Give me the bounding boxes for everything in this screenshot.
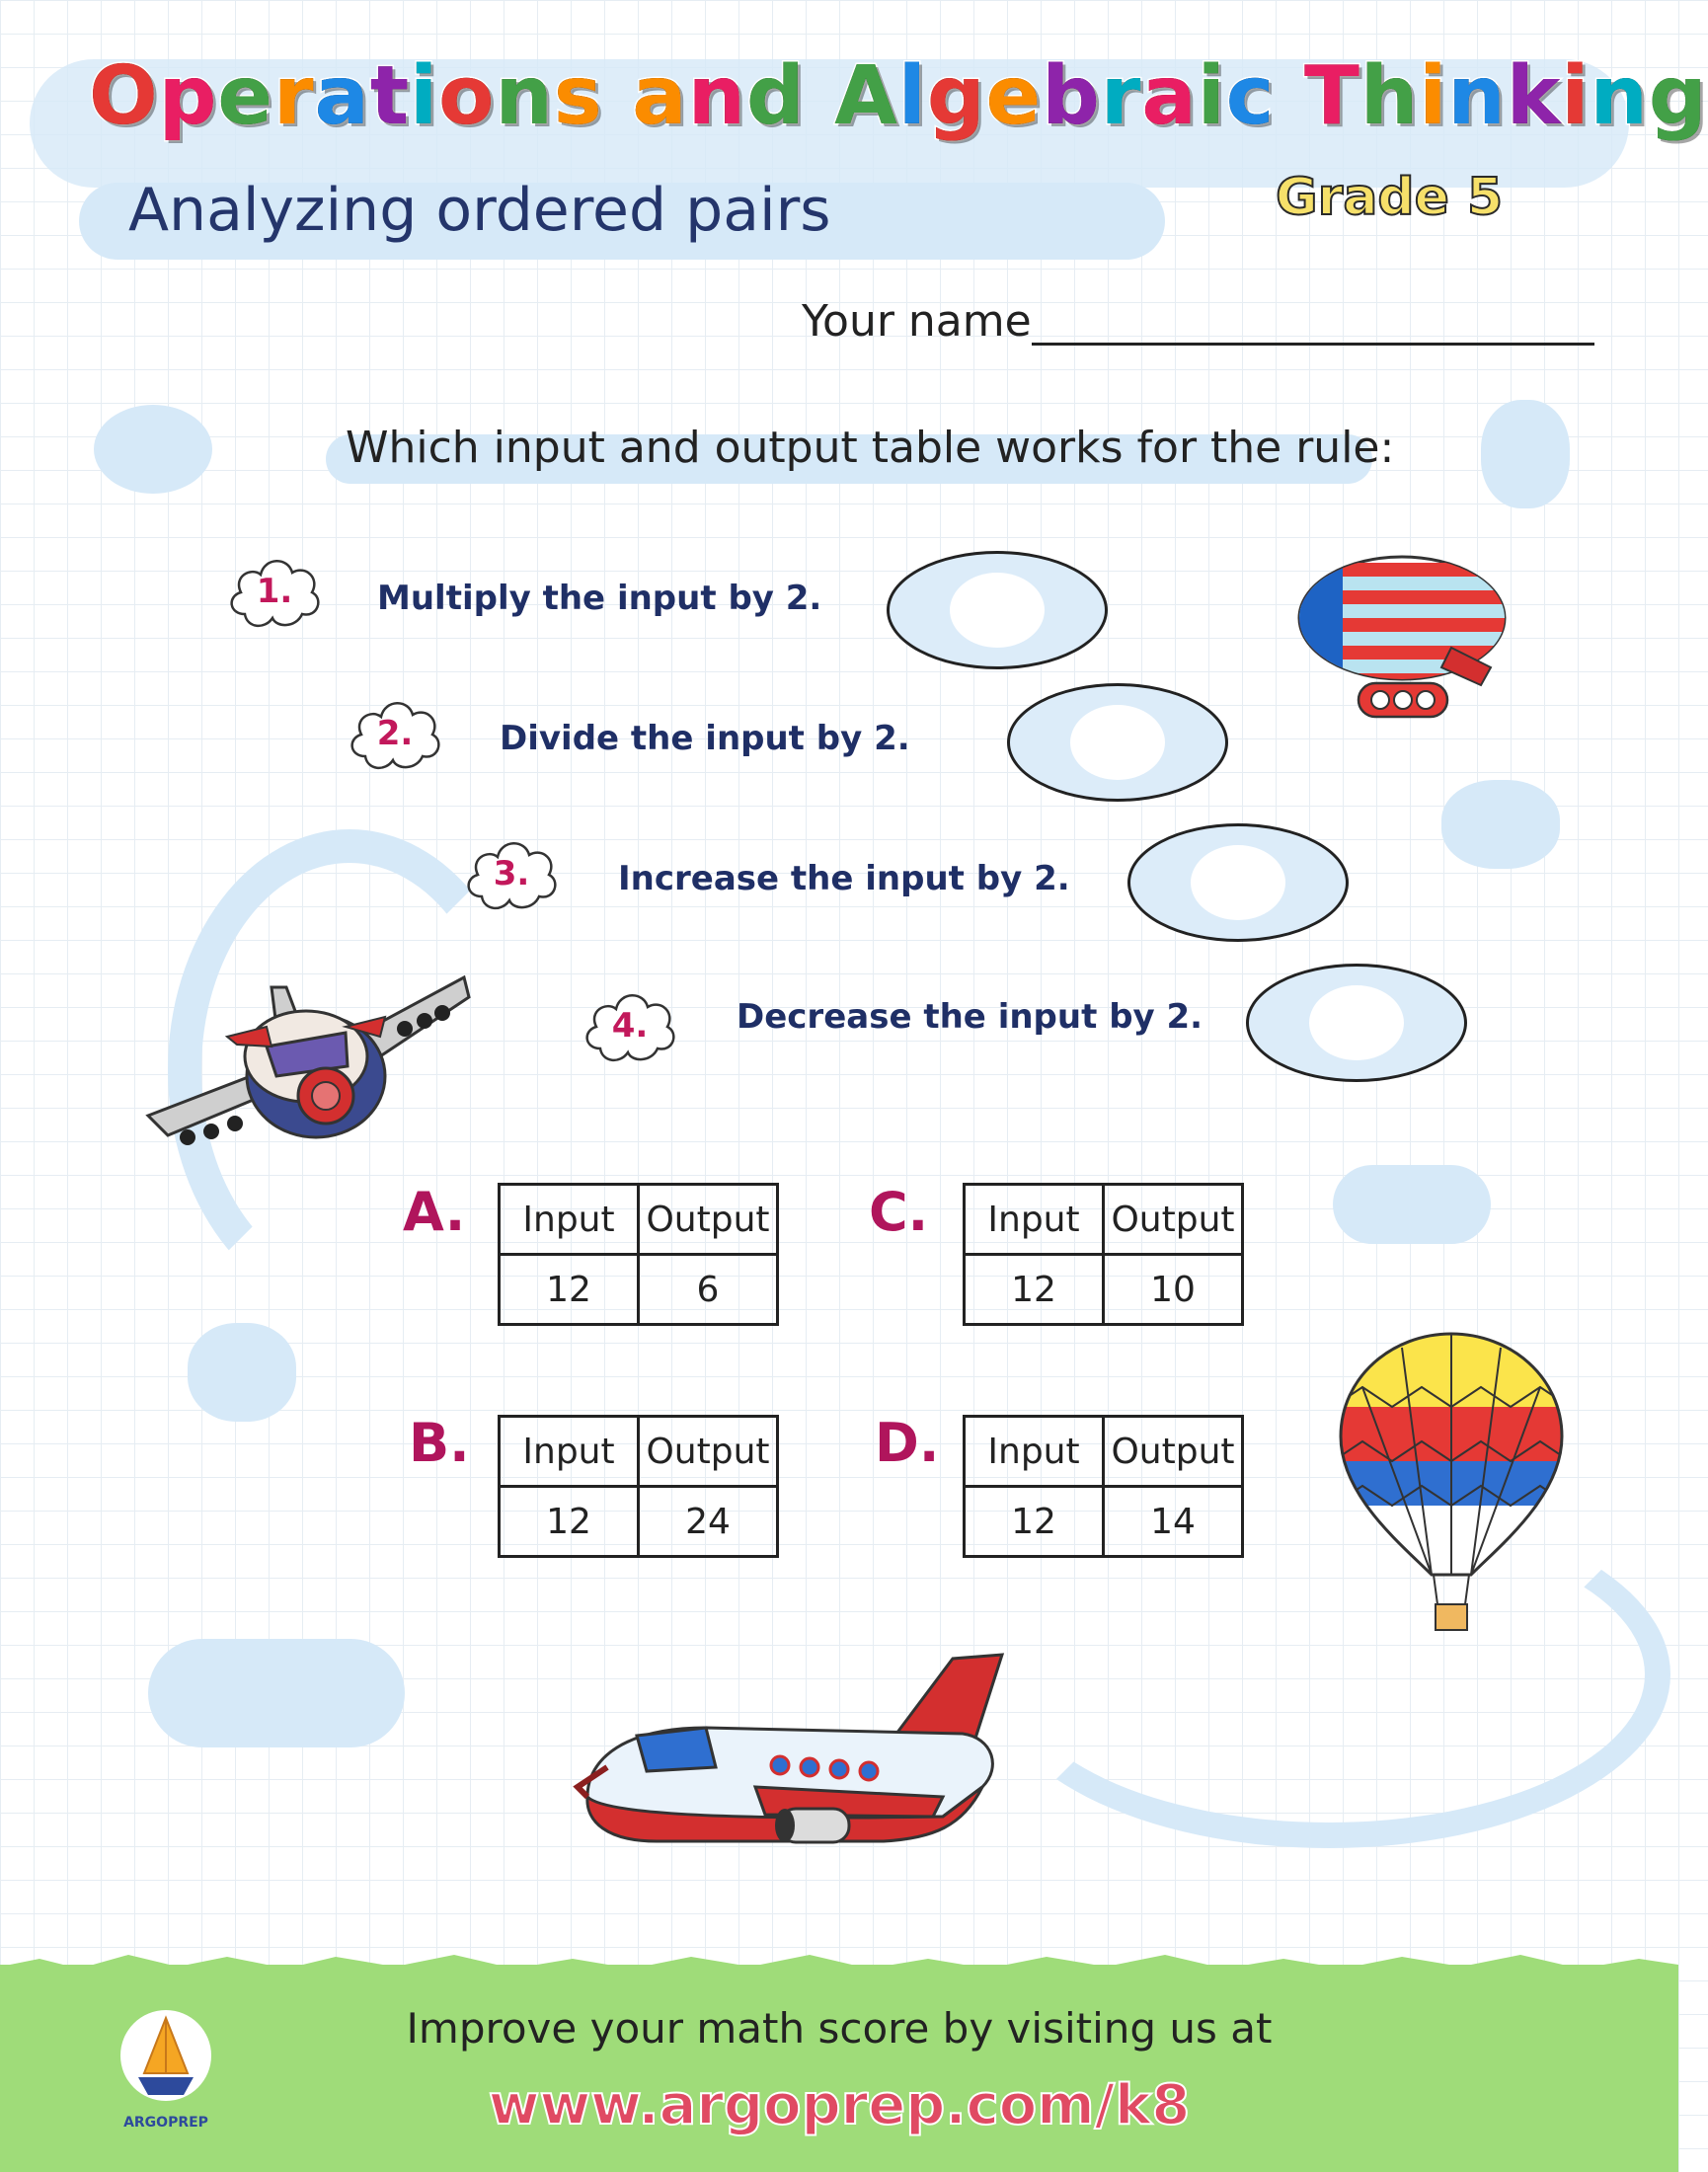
answer-oval[interactable]	[1246, 964, 1467, 1082]
rule-number: 1.	[256, 572, 293, 611]
table-header-cell: Input	[965, 1417, 1104, 1487]
table-header-cell: Output	[1104, 1417, 1243, 1487]
rule-text: Increase the input by 2.	[618, 859, 1070, 898]
rule-number-badge	[223, 549, 326, 634]
footer-url-link[interactable]: www.argoprep.com/k8	[488, 2073, 1191, 2137]
logo-text: ARGOPREP	[123, 2115, 208, 2131]
footer-band	[0, 1965, 1678, 2172]
title-word: Thinking	[1303, 49, 1708, 143]
table-letter: D.	[875, 1412, 940, 1474]
bg-cloud-left	[94, 405, 212, 494]
table-cell: 12	[500, 1255, 639, 1325]
rule-number: 3.	[493, 854, 530, 893]
bg-cloud-left-2	[188, 1323, 296, 1422]
io-table	[963, 1415, 1244, 1558]
table-header-cell: Input	[500, 1417, 639, 1487]
table-cell: 12	[965, 1487, 1104, 1557]
footer-text: Improve your math score by visiting us at	[406, 2004, 1273, 2053]
rule-number-badge	[344, 691, 446, 776]
plane-icon	[128, 968, 474, 1165]
answer-oval[interactable]	[887, 551, 1108, 669]
table-cell: 14	[1104, 1487, 1243, 1557]
jet-plane-icon	[568, 1649, 1012, 1876]
rule-text: Decrease the input by 2.	[737, 997, 1203, 1037]
rule-number: 4.	[611, 1006, 649, 1046]
table-cell: 12	[500, 1487, 639, 1557]
table-cell: 10	[1104, 1255, 1243, 1325]
io-table	[963, 1183, 1244, 1326]
rule-text: Multiply the input by 2.	[377, 579, 822, 618]
table-cell: 6	[639, 1255, 778, 1325]
blimp-icon	[1293, 549, 1520, 737]
table-header-cell: Output	[1104, 1185, 1243, 1255]
name-label: Your name	[802, 296, 1032, 347]
table-header-cell: Input	[500, 1185, 639, 1255]
grade-label: Grade 5	[1276, 168, 1504, 227]
table-letter: B.	[409, 1412, 470, 1474]
table-header-cell: Input	[965, 1185, 1104, 1255]
bg-cloud-right-3	[1333, 1165, 1491, 1244]
table-header-cell: Output	[639, 1417, 778, 1487]
hot-air-balloon-icon	[1333, 1328, 1570, 1644]
bg-cloud-right	[1481, 400, 1570, 508]
answer-oval[interactable]	[1127, 823, 1349, 942]
io-table	[498, 1415, 779, 1558]
main-title	[89, 49, 1708, 143]
io-table	[498, 1183, 779, 1326]
question-text: Which input and output table works for the rule:	[346, 423, 1395, 473]
bg-cloud-left-3	[148, 1639, 405, 1747]
table-letter: A.	[403, 1181, 466, 1243]
rule-text: Divide the input by 2.	[500, 719, 910, 758]
page-subtitle: Analyzing ordered pairs	[128, 176, 831, 245]
table-cell: 24	[639, 1487, 778, 1557]
answer-oval[interactable]	[1007, 683, 1228, 802]
title-word: Algebraic	[834, 49, 1276, 143]
table-cell: 12	[965, 1255, 1104, 1325]
title-word: and	[632, 49, 806, 143]
title-word: Operations	[89, 49, 603, 143]
table-letter: C.	[869, 1181, 929, 1243]
bg-cloud-right-2	[1441, 780, 1560, 869]
rule-number-badge	[460, 831, 563, 916]
table-header-cell: Output	[639, 1185, 778, 1255]
name-input-line[interactable]	[1032, 343, 1594, 346]
rule-number-badge	[579, 983, 681, 1068]
rule-number: 2.	[376, 714, 414, 753]
